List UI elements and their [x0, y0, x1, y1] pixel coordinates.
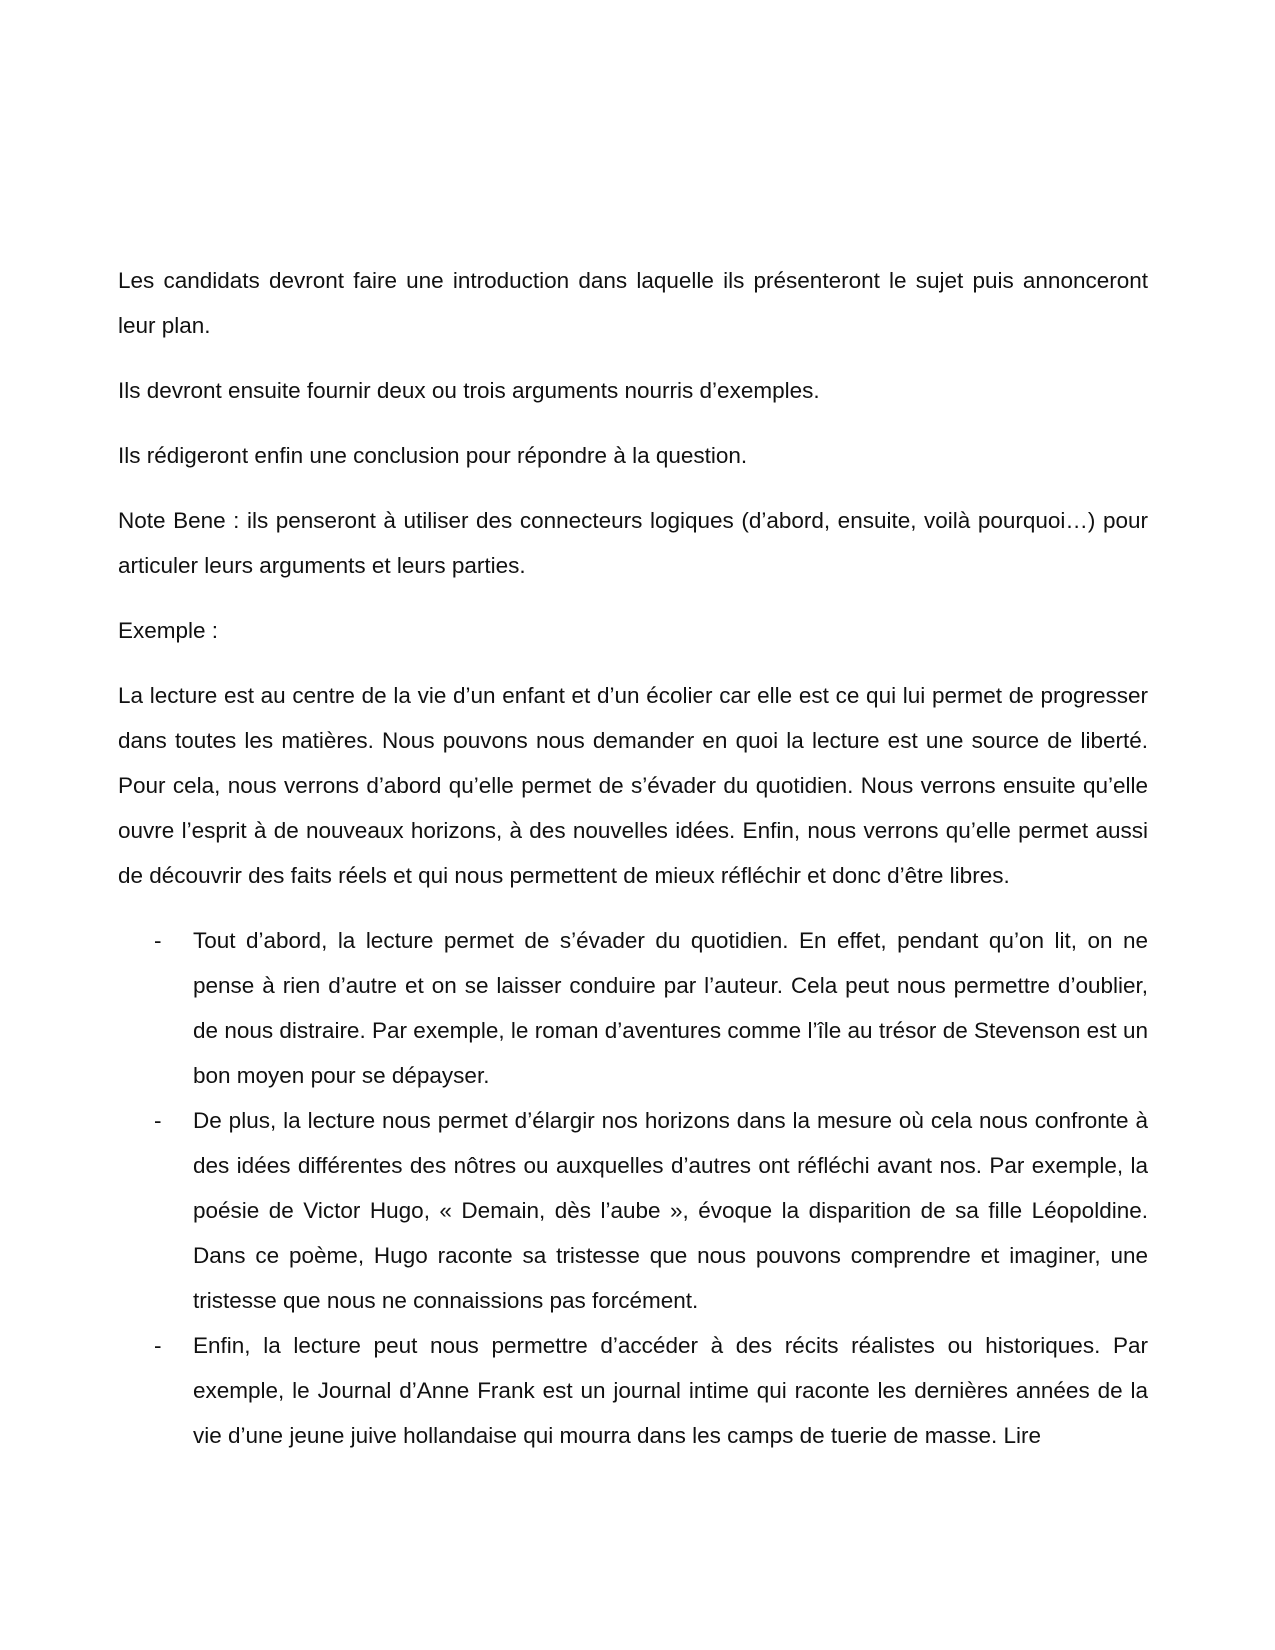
- list-item-text: Enfin, la lecture peut nous permettre d’accéder à des récits réalistes ou historiques. Par exemple, le Journal d’Anne Frank est un journal intime qui raconte les dernières années de la vie d’une jeune juive hollandaise qui mourra dans les camps de tuerie de masse. Lire: [193, 1333, 1148, 1448]
- paragraph-conclusion-instructions: Ils rédigeront enfin une conclusion pour répondre à la question.: [118, 443, 748, 468]
- list-item-text: De plus, la lecture nous permet d’élargir nos horizons dans la mesure où cela nous confronte à des idées différentes des nôtres ou auxquelles d’autres ont réfléchi avant nos. Par exemple, la poésie de Victor Hugo, « Demain, dès l’aube », évoque la disparition de sa fille Léopoldine. Dans ce poème, Hugo raconte sa tristesse que nous pouvons comprendre et imaginer, une tristesse que nous ne connaissions pas forcément.: [193, 1108, 1148, 1313]
- list-marker: -: [154, 1333, 162, 1358]
- document-page: [118, 258, 1148, 1458]
- paragraph-note-bene: Note Bene : ils penseront à utiliser des connecteurs logiques (d’abord, ensuite, voilà pourquoi…) pour articuler leurs arguments et leurs parties.: [118, 508, 1148, 578]
- paragraph-example-label: Exemple :: [118, 618, 219, 643]
- list-item: [118, 918, 1148, 1098]
- paragraph-introduction-instructions: Les candidats devront faire une introduction dans laquelle ils présenteront le sujet puis annonceront leur plan.: [118, 268, 1148, 338]
- list-marker: -: [154, 1108, 162, 1133]
- list-item: [118, 1323, 1148, 1458]
- paragraph-arguments-instructions: Ils devront ensuite fournir deux ou trois arguments nourris d’exemples.: [118, 378, 820, 403]
- list-item-text: Tout d’abord, la lecture permet de s’évader du quotidien. En effet, pendant qu’on lit, on ne pense à rien d’autre et on se laisser conduire par l’auteur. Cela peut nous permettre d’oublier, de nous distraire. Par exemple, le roman d’aventures comme l’île au trésor de Stevenson est un bon moyen pour se dépayser.: [193, 928, 1148, 1088]
- list-item: [118, 1098, 1148, 1323]
- list-marker: -: [154, 928, 162, 953]
- argument-list: [118, 918, 1148, 1458]
- paragraph-example-introduction: La lecture est au centre de la vie d’un enfant et d’un écolier car elle est ce qui lui permet de progresser dans toutes les matières. Nous pouvons nous demander en quoi la lecture est une source de liberté. Pour cela, nous verrons d’abord qu’elle permet de s’évader du quotidien. Nous verrons ensuite qu’elle ouvre l’esprit à de nouveaux horizons, à des nouvelles idées. Enfin, nous verrons qu’elle permet aussi de découvrir des faits réels et qui nous permettent de mieux réfléchir et donc d’être libres.: [118, 683, 1148, 888]
